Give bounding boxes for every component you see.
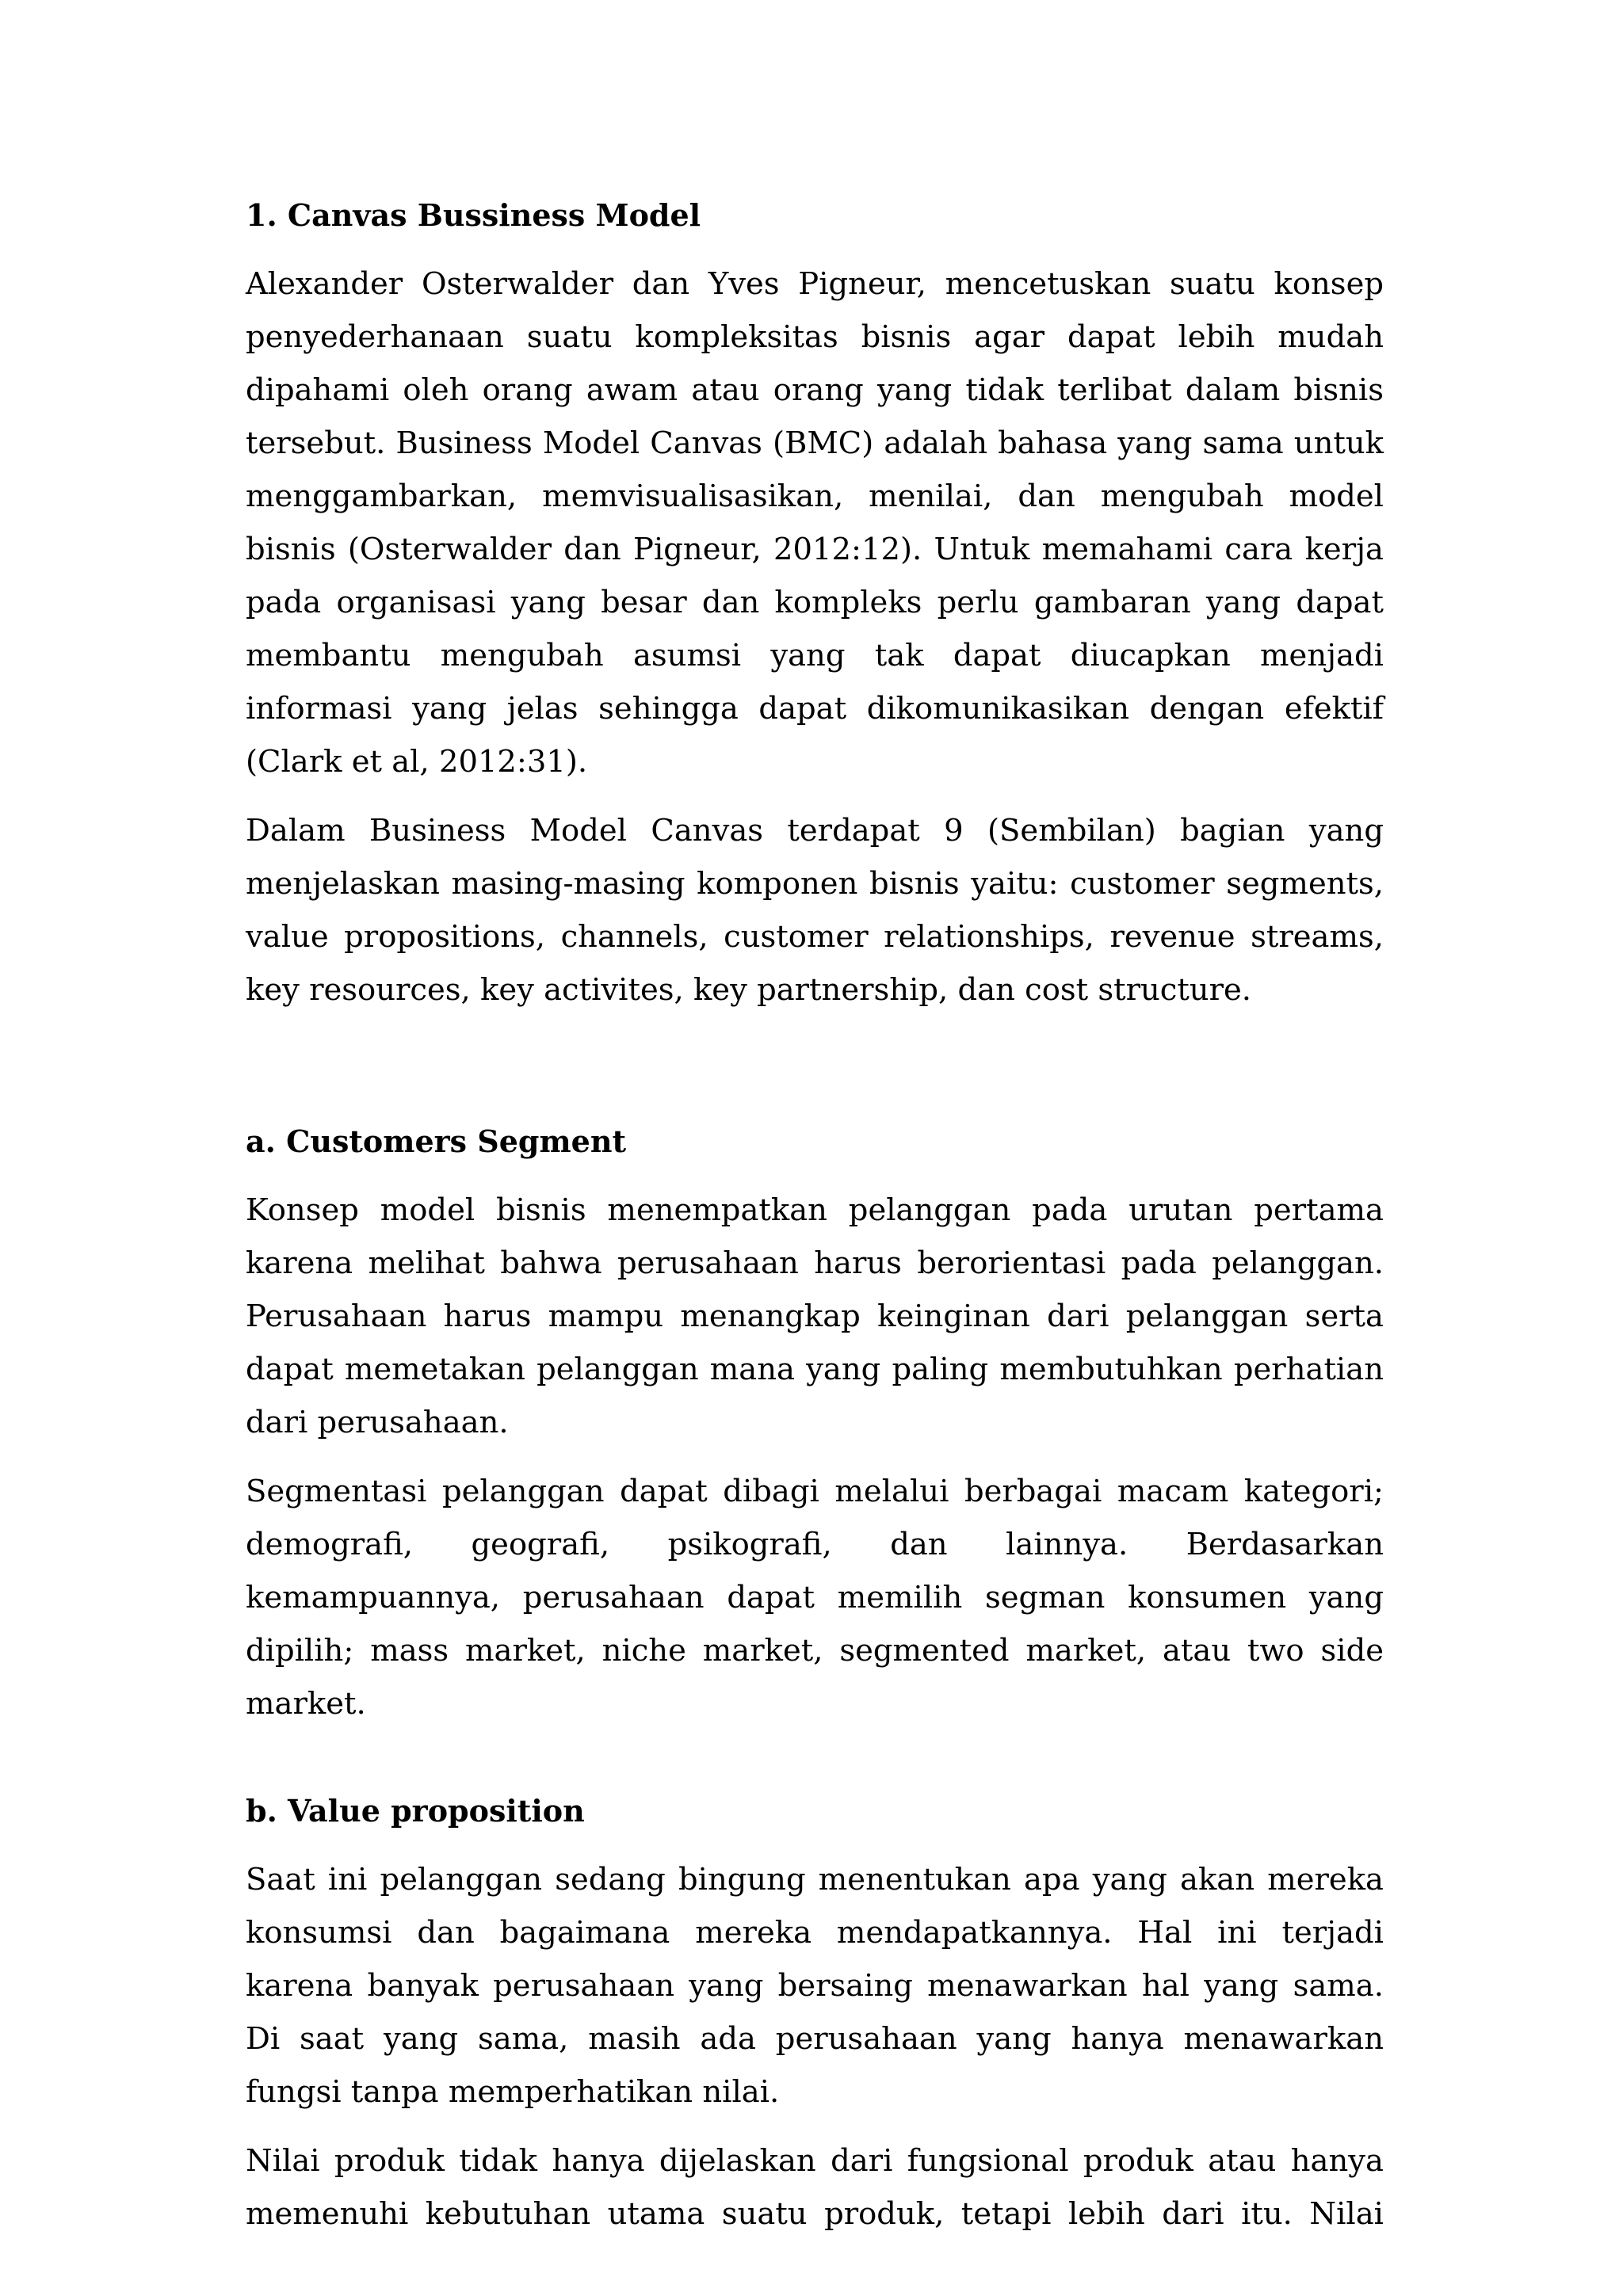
section-spacer bbox=[246, 1746, 1384, 1784]
document-page bbox=[246, 189, 1384, 2256]
section-heading-value-proposition: b. Value proposition bbox=[246, 1793, 585, 1829]
section-heading-canvas: 1. Canvas Bussiness Model bbox=[246, 197, 701, 233]
customers-paragraph-1: Konsep model bisnis menempatkan pelanggan pada urutan pertama karena melihat bahwa perusahaan harus berorientasi pada pelanggan. Perusahaan harus mampu menangkap keinginan dari pelanggan serta dapat memetakan pelanggan mana yang paling membutuhkan perhatian dari perusahaan. bbox=[246, 1192, 1384, 1440]
section-spacer bbox=[246, 1032, 1384, 1115]
section-heading-customers-segment: a. Customers Segment bbox=[246, 1123, 627, 1159]
customers-paragraph-2: Segmentasi pelanggan dapat dibagi melalui berbagai macam kategori; demografi, geografi, psikografi, dan lainnya. Berdasarkan kemampuannya, perusahaan dapat memilih segman konsumen yang dipilih; mass market, niche market, segmented market, atau two side market. bbox=[246, 1474, 1384, 1722]
value-paragraph-2: Nilai produk tidak hanya dijelaskan dari fungsional produk atau hanya memenuhi kebutuhan utama suatu produk, tetapi lebih dari itu. Nilai bbox=[246, 2143, 1384, 2232]
canvas-paragraph-2: Dalam Business Model Canvas terdapat 9 (Sembilan) bagian yang menjelaskan masing-masing komponen bisnis yaitu: customer segments, value propositions, channels, customer relationships, revenue streams, key resources, key activites, key partnership, dan cost structure. bbox=[246, 813, 1384, 1008]
value-paragraph-1: Saat ini pelanggan sedang bingung menentukan apa yang akan mereka konsumsi dan bagaimana mereka mendapatkannya. Hal ini terjadi karena banyak perusahaan yang bersaing menawarkan hal yang sama. Di saat yang sama, masih ada perusahaan yang hanya menawarkan fungsi tanpa memperhatikan nilai. bbox=[246, 1862, 1384, 2110]
canvas-paragraph-1: Alexander Osterwalder dan Yves Pigneur, mencetuskan suatu konsep penyederhanaan suatu kompleksitas bisnis agar dapat lebih mudah dipahami oleh orang awam atau orang yang tidak terlibat dalam bisnis tersebut. Business Model Canvas (BMC) adalah bahasa yang sama untuk menggambarkan, memvisualisasikan, menilai, dan mengubah model bisnis (Osterwalder dan Pigneur, 2012:12). Untuk memahami cara kerja pada organisasi yang besar dan kompleks perlu gambaran yang dapat membantu mengubah asumsi yang tak dapat diucapkan menjadi informasi yang jelas sehingga dapat dikomunikasikan dengan efektif (Clark et al, 2012:31). bbox=[246, 266, 1384, 780]
